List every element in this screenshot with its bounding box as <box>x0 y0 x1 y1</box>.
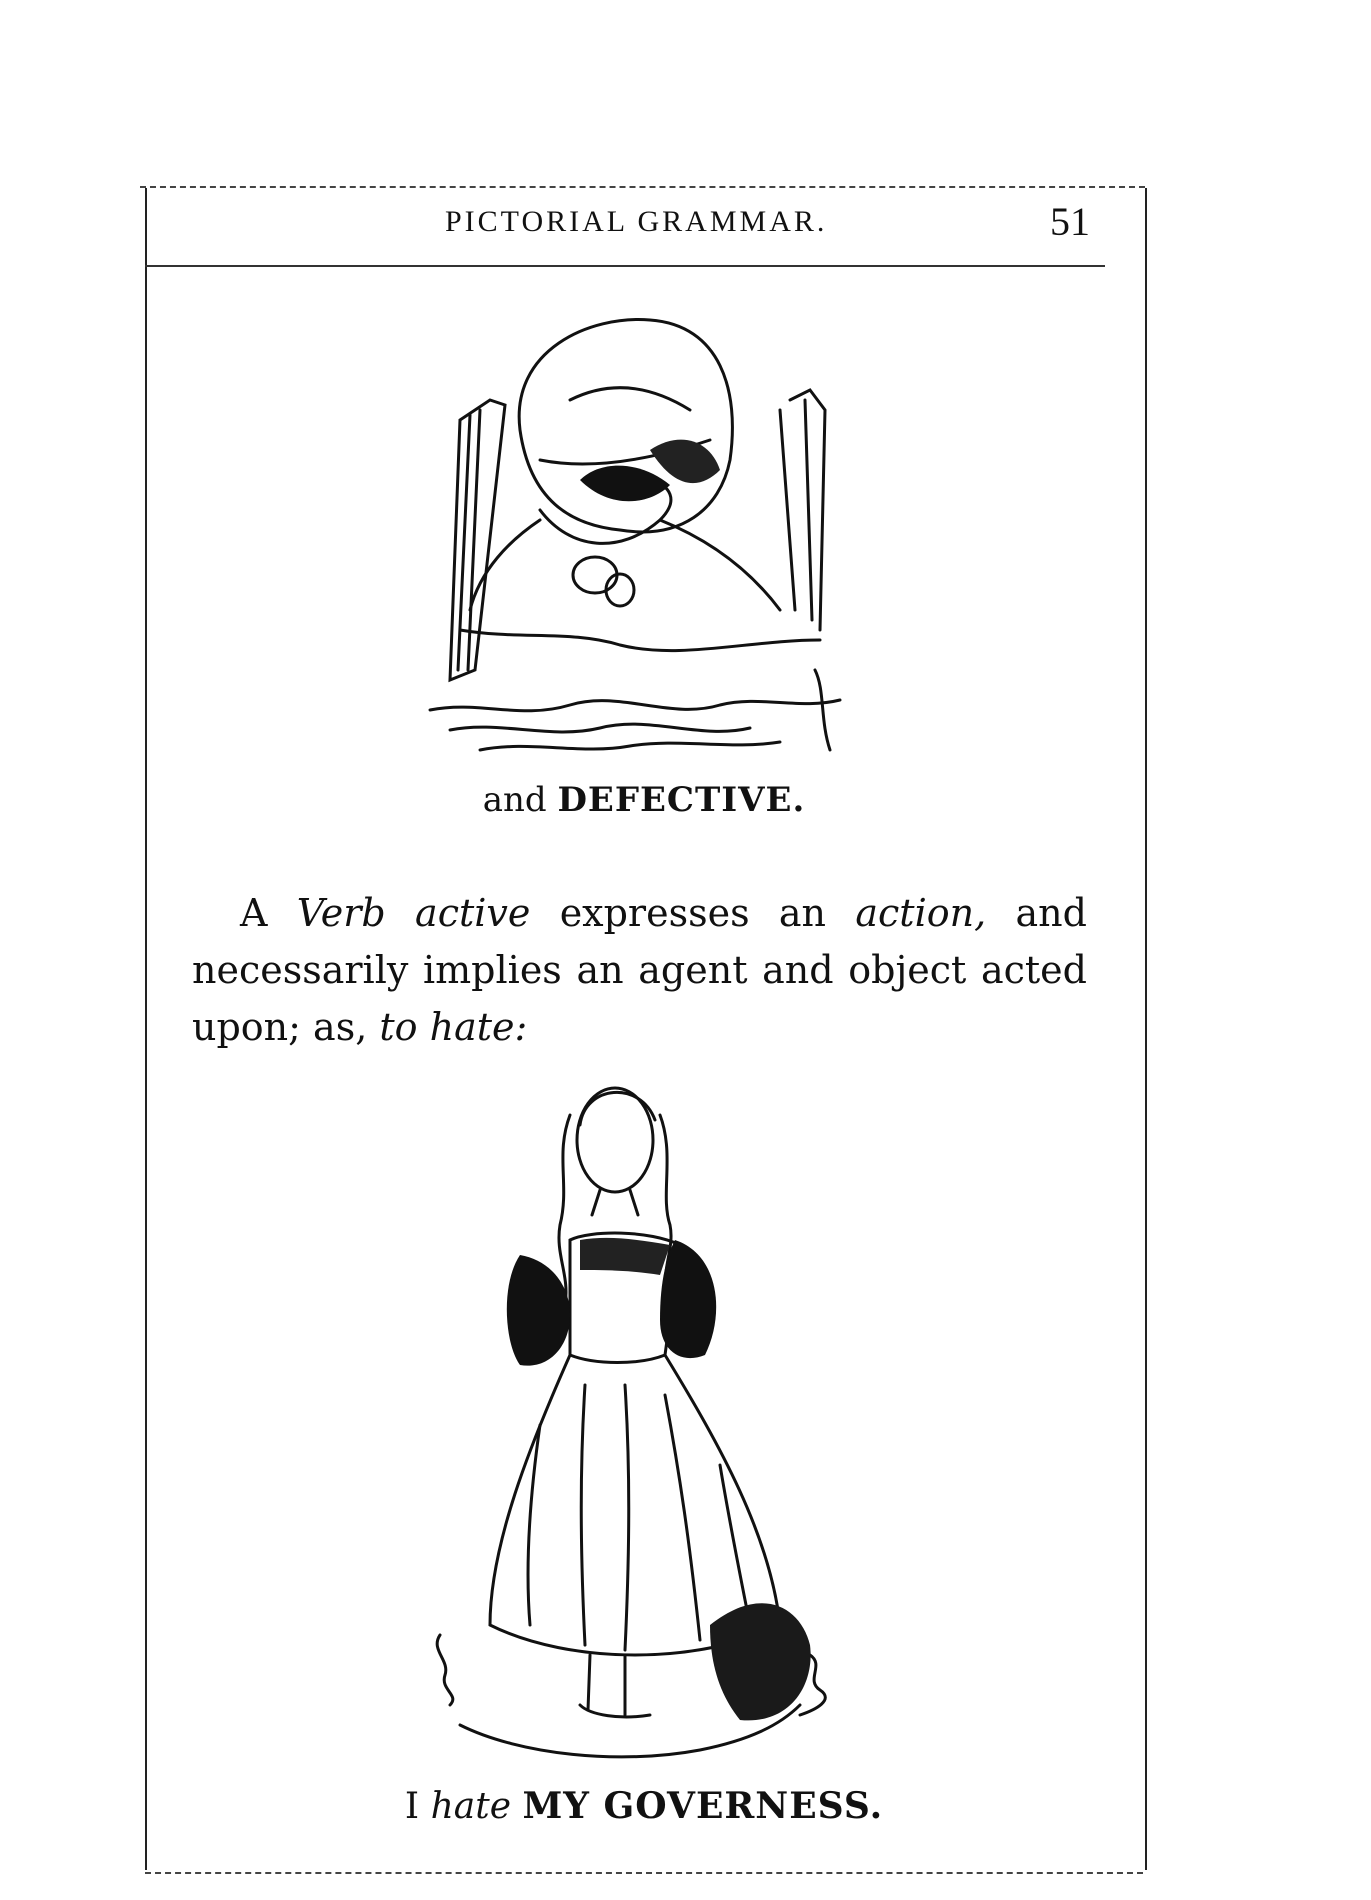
caption-hate-governess <box>145 1785 1143 1827</box>
para-text-2: expresses an <box>559 891 827 935</box>
para-text-1: A <box>240 891 268 935</box>
para-to-hate: to hate: <box>379 1005 528 1049</box>
paragraph-verb-active <box>192 885 1087 1056</box>
running-head: PICTORIAL GRAMMAR. <box>445 205 828 238</box>
para-action: action, <box>855 891 987 935</box>
bottom-rule <box>145 1872 1143 1874</box>
caption-defective <box>145 780 1143 820</box>
caption-hate-object: MY GOVERNESS. <box>522 1785 884 1827</box>
para-verb-active: Verb active <box>296 891 531 935</box>
page-number: 51 <box>1050 199 1090 244</box>
caption-hate-lead: I <box>404 1786 420 1827</box>
para-text-3: and necessarily implies an agent and object acted upon; as, <box>192 891 1087 1049</box>
caption-defective-lead: and <box>482 780 547 820</box>
illustration-sleeping-man <box>420 310 850 770</box>
header-rule <box>145 265 1105 267</box>
caption-defective-emphasis: DEFECTIVE. <box>557 780 806 820</box>
caption-hate-verb: hate <box>430 1786 511 1827</box>
illustration-girl <box>420 1065 880 1765</box>
